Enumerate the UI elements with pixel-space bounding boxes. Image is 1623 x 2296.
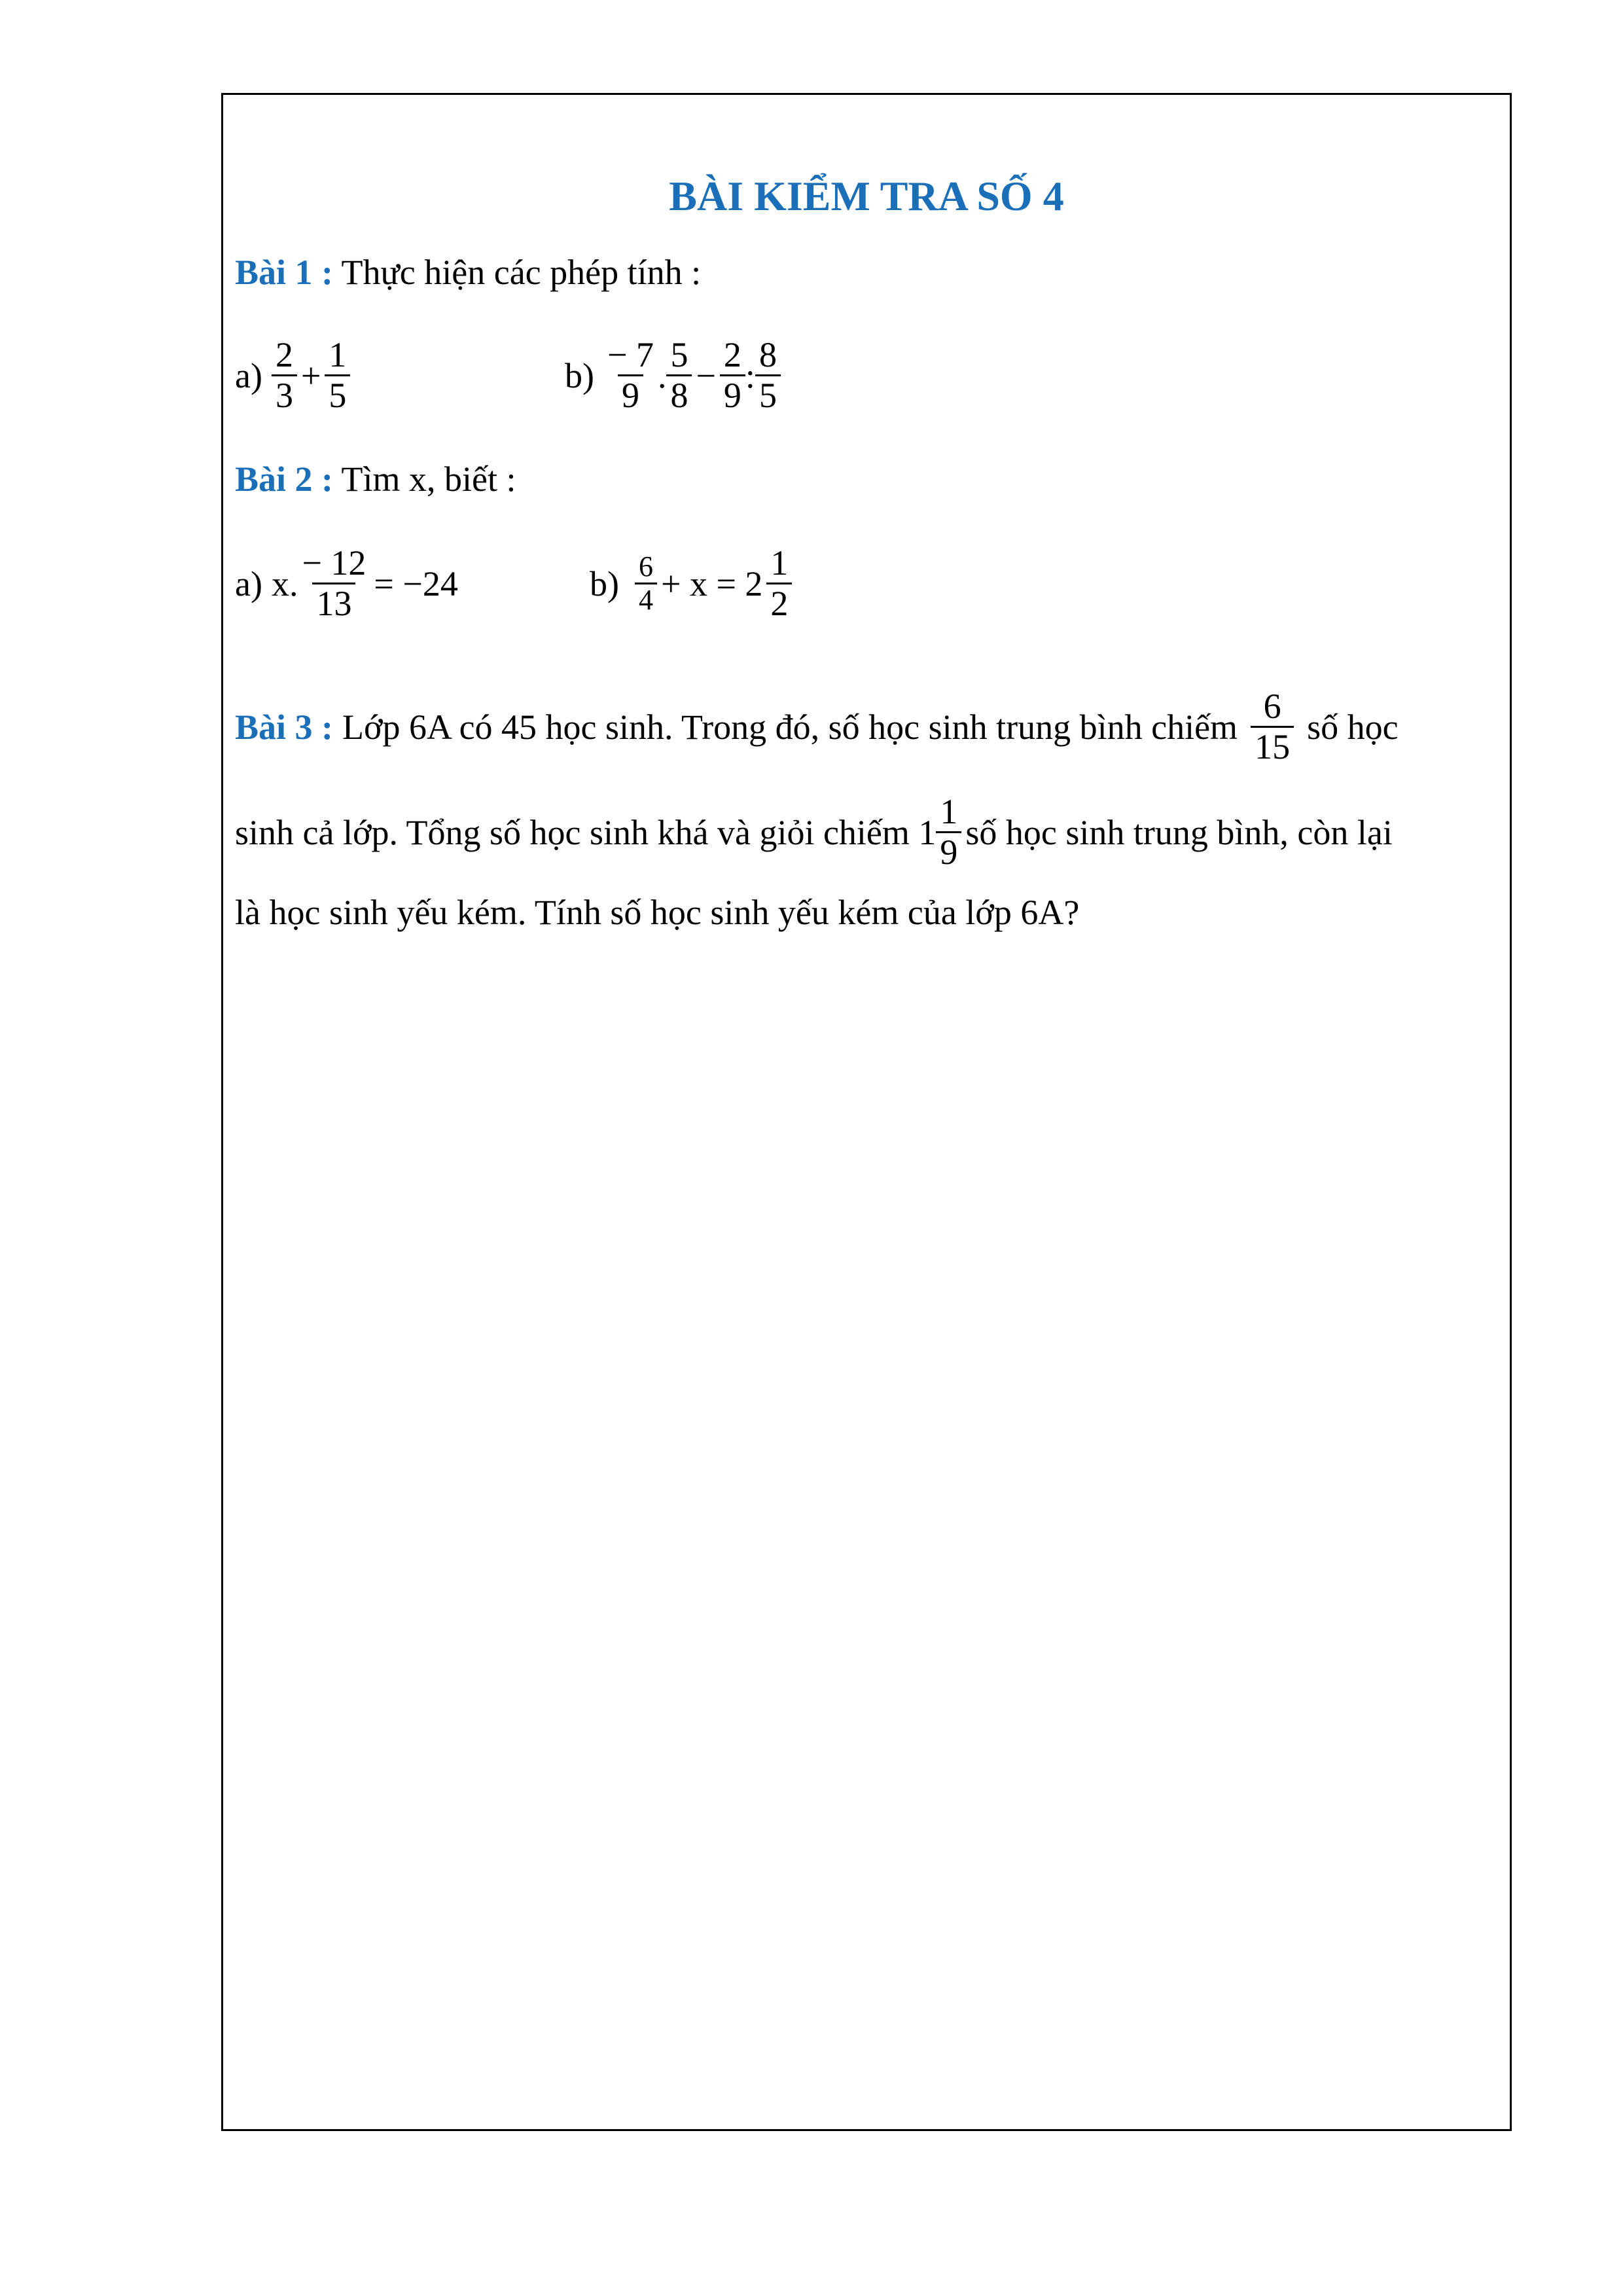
exercise-2b-prefix: b) (590, 564, 619, 603)
fraction: $\frac{1}{9}$ (936, 793, 961, 872)
page-title: BÀI KIỂM TRA SỐ 4 (669, 173, 1064, 219)
exercise-3-line-3: là học sinh yếu kém. Tính số học sinh yếu kém của lớp 6A? (235, 893, 1080, 932)
fraction: $\frac{6}{15}$ (1251, 687, 1294, 767)
exercise-2a-prefix: a) (235, 564, 262, 603)
fraction: $\frac{2}{9}$ (720, 336, 745, 416)
exercise-1a-prefix: a) (235, 355, 262, 395)
exercise-1b: b) $\frac{- 7}{9}$ . $\frac{5}{8}$ − $\frac{2}{9}$ : $\frac{8}{5}$ (565, 336, 781, 416)
exercise-3-text-4: số học sinh trung bình, còn lại (965, 812, 1393, 852)
exercise-1a: a) $\frac{2}{3}$ + $\frac{1}{5}$ (235, 336, 350, 416)
fraction: $\frac{8}{5}$ (755, 336, 781, 416)
exercise-2a: a) x. $\frac{- 12}{13}$ = −24 (235, 543, 458, 624)
exercise-2-heading (235, 459, 516, 499)
fraction: $\frac{1}{5}$ (325, 336, 350, 416)
fraction: $\frac{1}{2}$ (766, 544, 792, 624)
exercise-1-heading (235, 252, 701, 293)
exercise-3-line-2 (235, 793, 1393, 872)
exercise-2-text: Tìm x, biết : (341, 459, 516, 499)
fraction: $\frac{6}{4}$ (635, 551, 657, 617)
exercise-3-text-1: Lớp 6A có 45 học sinh. Trong đó, số học sinh trung bình chiếm (342, 707, 1238, 747)
fraction: $\frac{- 12}{13}$ (302, 543, 366, 624)
page-frame (221, 93, 1512, 2131)
exercise-2-label: Bài 2 : (235, 459, 334, 499)
exercise-1b-prefix: b) (565, 355, 594, 395)
fraction: $\frac{2}{3}$ (272, 336, 297, 416)
fraction: $\frac{5}{8}$ (666, 336, 692, 416)
exercise-3-line-1 (235, 687, 1399, 767)
exercise-2b: b) $\frac{6}{4}$ + x = 2 $\frac{1}{2}$ (590, 544, 792, 624)
exercise-3-label: Bài 3 : (235, 707, 334, 747)
fraction: $\frac{- 7}{9}$ (607, 335, 654, 416)
exercise-3-text-3: sinh cả lớp. Tổng số học sinh khá và giỏi chiếm 1 (235, 812, 936, 852)
exercise-1-text: Thực hiện các phép tính : (341, 253, 702, 292)
exercise-1-label: Bài 1 : (235, 253, 334, 292)
exercise-3-text-2: số học (1307, 707, 1399, 747)
